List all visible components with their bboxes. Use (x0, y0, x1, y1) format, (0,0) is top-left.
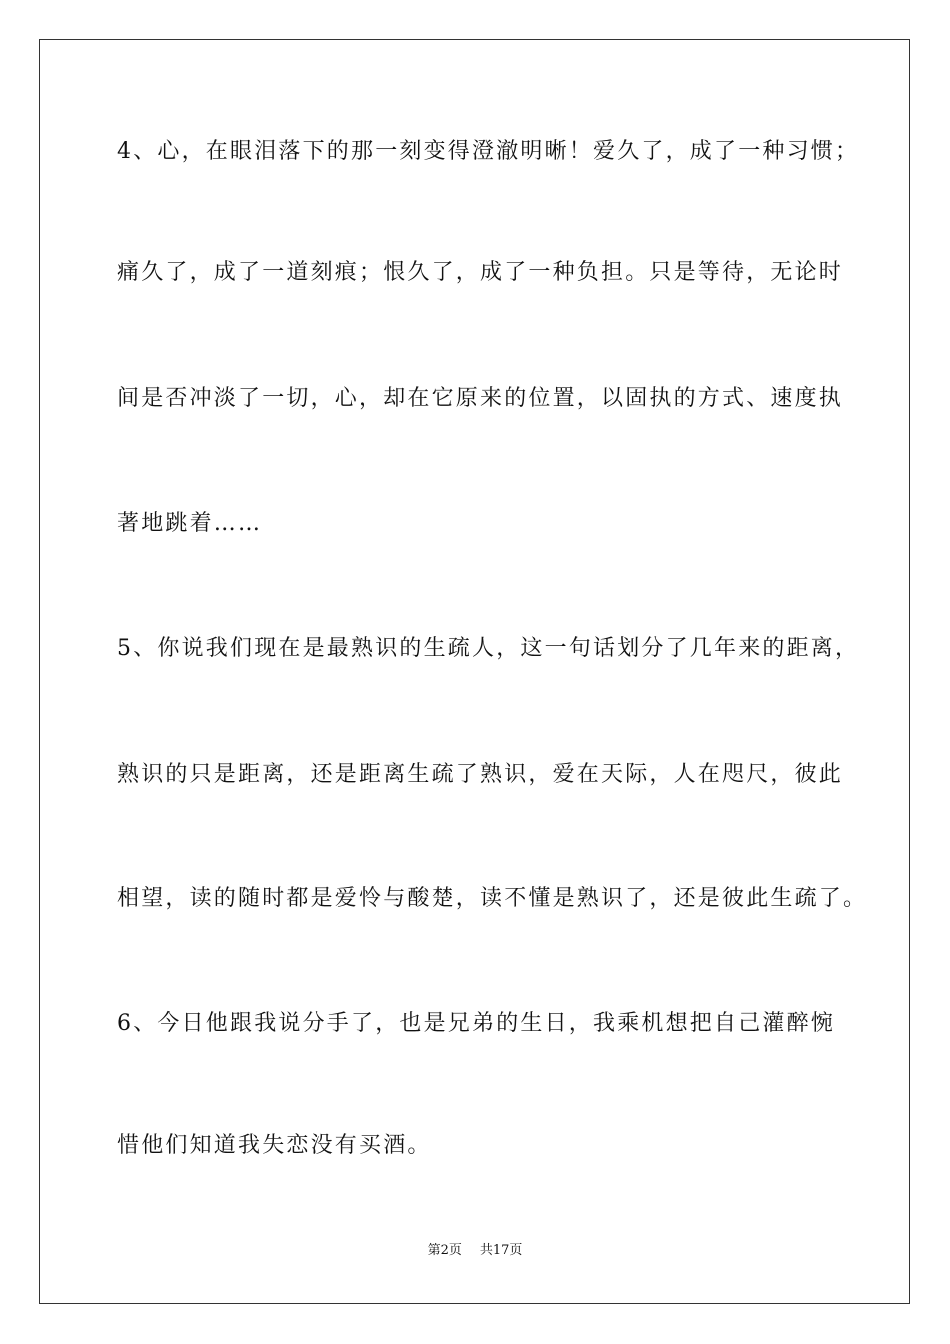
text-line: 相望，读的随时都是爱怜与酸楚，读不懂是熟识了，还是彼此生疏了。 (117, 886, 868, 911)
page-border (39, 39, 910, 1304)
page-footer (0, 1242, 950, 1260)
text-line: 熟识的只是距离，还是距离生疏了熟识，爱在天际，人在咫尺，彼此 (117, 762, 844, 787)
text-line: 痛久了，成了一道刻痕；恨久了，成了一种负担。只是等待，无论时 (117, 260, 844, 285)
page-number: 第2页 (427, 1243, 462, 1258)
text-line: 间是否冲淡了一切，心，却在它原来的位置，以固执的方式、速度执 (117, 386, 844, 411)
text-line: 5、你说我们现在是最熟识的生疏人，这一句话划分了几年来的距离， (117, 636, 860, 661)
page-total: 共17页 (479, 1243, 523, 1258)
text-line: 4、心，在眼泪落下的那一刻变得澄澈明晰！爱久了，成了一种习惯； (117, 139, 860, 164)
text-line: 著地跳着…… (117, 511, 263, 536)
text-line: 6、今日他跟我说分手了，也是兄弟的生日，我乘机想把自己灌醉惋 (117, 1011, 835, 1036)
text-line: 惜他们知道我失恋没有买酒。 (117, 1133, 432, 1158)
